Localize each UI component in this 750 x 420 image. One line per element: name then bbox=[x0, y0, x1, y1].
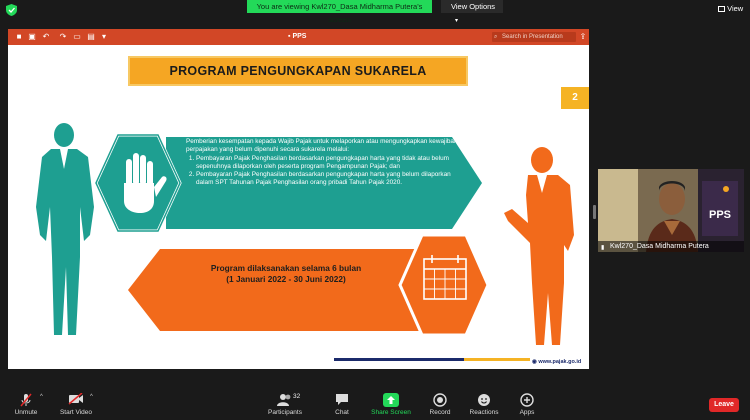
reactions-button[interactable] bbox=[466, 390, 502, 420]
unmute-label: Unmute bbox=[14, 409, 38, 416]
undo-icon[interactable]: ↶ bbox=[42, 32, 50, 41]
presentation-toolbar bbox=[8, 29, 589, 45]
chat-label: Chat bbox=[335, 409, 349, 416]
view-label: View bbox=[727, 4, 744, 13]
share-screen-label: Share Screen bbox=[371, 409, 411, 416]
globe-icon: ◉ bbox=[532, 359, 537, 365]
search-placeholder: Search in Presentation bbox=[502, 34, 563, 40]
chat-button[interactable] bbox=[328, 390, 356, 420]
chat-bubble-icon bbox=[335, 393, 349, 406]
redo-icon[interactable]: ↷ bbox=[59, 32, 67, 41]
teal-intro-text: Pemberian kesempatan kepada Wajib Pajak untuk melaporkan atau mengungkapkan kewajiban perpajakan yang belum dipenuhi secara sukarela melalui: bbox=[186, 138, 458, 154]
record-button[interactable] bbox=[424, 390, 456, 420]
slide-graphics bbox=[8, 45, 589, 369]
pps-backdrop-text: PPS bbox=[708, 209, 732, 221]
autosave-icon[interactable]: ■ bbox=[16, 32, 22, 41]
reactions-label: Reactions bbox=[469, 409, 499, 416]
participant-video-tile[interactable] bbox=[598, 169, 744, 252]
share-screen-icon bbox=[383, 393, 399, 407]
slideshow-icon[interactable]: ▭ bbox=[73, 32, 81, 41]
share-icon[interactable]: ⇪ bbox=[579, 32, 587, 41]
view-button[interactable] bbox=[718, 2, 748, 16]
orange-line-1: Program dilaksanakan selama 6 bulan bbox=[210, 263, 362, 273]
shield-check-icon[interactable] bbox=[6, 4, 17, 16]
footer-bar-gold bbox=[464, 358, 530, 361]
participant-video-feed bbox=[598, 169, 744, 252]
search-presentation-input[interactable] bbox=[492, 32, 576, 42]
orange-line-2: (1 Januari 2022 - 30 Juni 2022) bbox=[226, 274, 346, 284]
businessman-left-illustration bbox=[36, 123, 94, 335]
footer-url-text: www.pajak.go.id bbox=[538, 359, 582, 365]
more-icon[interactable]: ▾ bbox=[101, 32, 106, 41]
smiley-plus-icon bbox=[477, 393, 491, 407]
participant-name-label bbox=[598, 241, 744, 252]
video-camera-off-icon bbox=[68, 393, 84, 405]
viewing-screen-banner: You are viewing Kwl270_Dasa Midharma Putera's screen bbox=[247, 0, 432, 13]
chevron-down-icon: ▾ bbox=[455, 18, 459, 24]
slide-page-number: 2 bbox=[561, 87, 589, 109]
audio-options-chevron-icon[interactable]: ^ bbox=[40, 394, 43, 400]
teal-box-text bbox=[186, 138, 458, 188]
microphone-muted-icon bbox=[19, 393, 33, 407]
presentation-title bbox=[288, 32, 306, 42]
record-label: Record bbox=[429, 409, 451, 416]
participants-button[interactable] bbox=[264, 390, 306, 420]
save-icon[interactable]: ▣ bbox=[28, 32, 36, 41]
leave-button[interactable]: Leave bbox=[709, 398, 739, 412]
ppt-logo-icon: ▪ bbox=[288, 33, 291, 40]
participant-name-text: Kwl270_Dasa Midharma Putera bbox=[610, 243, 709, 250]
apps-button[interactable] bbox=[512, 390, 542, 420]
presentation-slide bbox=[8, 45, 589, 369]
folder-icon[interactable]: ▤ bbox=[87, 32, 95, 41]
presentation-title-label: PPS bbox=[292, 33, 307, 40]
meeting-toolbar bbox=[0, 390, 750, 420]
participants-icon bbox=[277, 393, 293, 407]
view-options-button[interactable] bbox=[441, 0, 503, 24]
footer-url bbox=[532, 359, 581, 365]
record-icon bbox=[433, 393, 447, 407]
view-options-label: View Options bbox=[451, 2, 496, 11]
apps-icon bbox=[520, 393, 534, 407]
businessman-right-illustration bbox=[504, 147, 574, 345]
search-icon: ⌕ bbox=[494, 34, 498, 40]
orange-box-text bbox=[196, 263, 376, 285]
signal-bars-icon: ▮ bbox=[601, 245, 605, 251]
apps-label: Apps bbox=[519, 409, 535, 416]
orange-arrow-shape bbox=[128, 249, 440, 331]
teal-list-item-1: 1. Pembayaran Pajak Penghasilan berdasarkan pengungkapan harta yang tidak atau belum sepenuhnya dilaporkan oleh peserta program Pengampunan Pajak; dan bbox=[196, 155, 458, 172]
slide-title: PROGRAM PENGUNGKAPAN SUKARELA bbox=[128, 56, 468, 86]
teal-list-item-2: 2. Pembayaran Pajak Penghasilan berdasarkan pengungkapan harta yang belum dilaporkan dalam SPT Tahunan Pajak Penghasilan orang pribadi Tahun Pajak 2020. bbox=[196, 171, 458, 188]
grid-icon bbox=[718, 6, 725, 12]
panel-resize-handle[interactable] bbox=[593, 205, 596, 219]
start-video-label: Start Video bbox=[59, 409, 93, 416]
participants-label: Participants bbox=[268, 409, 302, 416]
share-screen-button[interactable] bbox=[368, 390, 414, 420]
video-options-chevron-icon[interactable]: ^ bbox=[90, 394, 93, 400]
participants-count: 32 bbox=[293, 393, 301, 400]
footer-bar-blue bbox=[334, 358, 464, 361]
